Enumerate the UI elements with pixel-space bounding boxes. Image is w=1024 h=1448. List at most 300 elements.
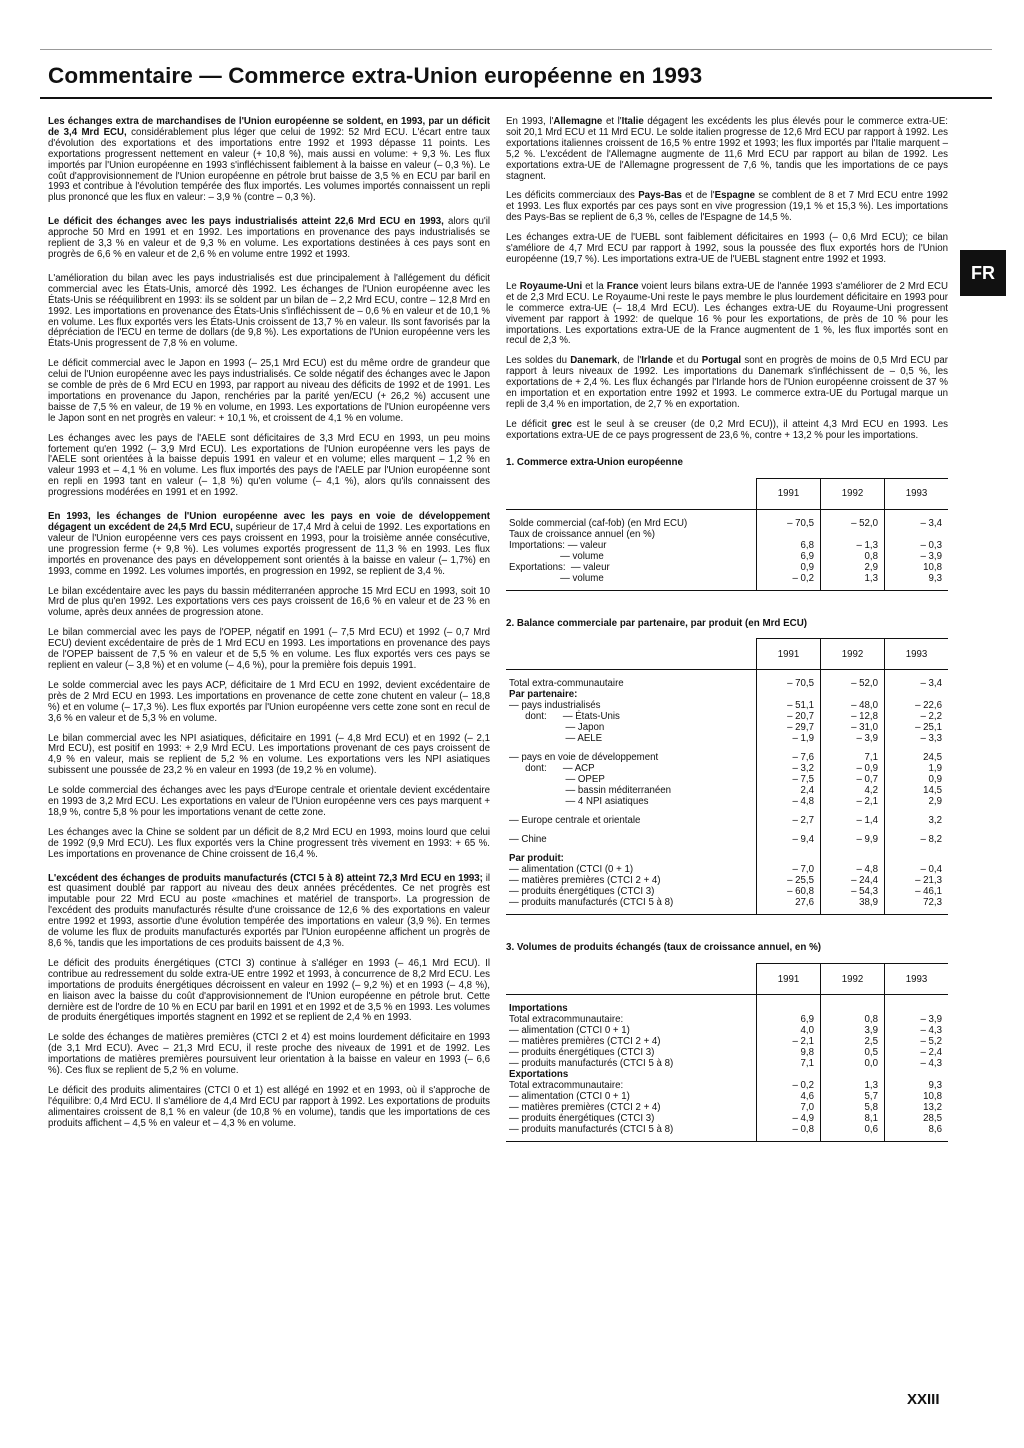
table-title: 1. Commerce extra-Union européenne — [506, 456, 683, 468]
value-cell: – 1,3 — [821, 540, 885, 551]
value-cell — [757, 807, 821, 815]
value-cell — [757, 1069, 821, 1080]
value-cell — [885, 1003, 949, 1014]
value-cell — [885, 689, 949, 700]
row-label: — OPEP — [506, 774, 757, 785]
row-label: — produits manufacturés (CTCI 5 à 8) — [506, 1124, 757, 1142]
table-row — [506, 1047, 948, 1058]
value-cell: 8,6 — [885, 1124, 949, 1142]
value-cell: – 0,8 — [757, 1124, 821, 1142]
row-label — [506, 744, 757, 752]
row-label: — 4 NPI asiatiques — [506, 796, 757, 807]
left-paragraph — [48, 959, 490, 1024]
value-cell: – 2,1 — [757, 1036, 821, 1047]
paragraph-text: se comblent de 8 et 7 Mrd ECU entre 1992 et 1993. Les flux exportés par ces pays sont en vive progression (19,1 % et 15,3 %). Les importations des Pays-Bas se replient de 6,3 %, celles de l'Espagne de 14,5 %. — [506, 190, 948, 224]
spacer-cell — [885, 995, 949, 1004]
country-name: Danemark — [570, 355, 618, 367]
value-cell: – 29,7 — [757, 722, 821, 733]
page-title: Commentaire — Commerce extra-Union européenne en 1993 — [48, 63, 703, 88]
value-cell: 2,9 — [821, 562, 885, 573]
value-cell: – 3,9 — [920, 1014, 942, 1026]
year-header: 1991 — [757, 478, 821, 509]
paragraph-text: Le solde commercial avec les pays ACP, déficitaire de 1 Mrd ECU en 1992, devient excédentaire de près de 2 Mrd ECU en 1993. Les importations en provenance de cette zone chutent en valeur (– 18,8 %) et en volume (– 17,3 %). Les flux exportés par l'Union européenne vers cette zone sont en recul de 3,6 % en valeur et de 5,3 % en volume. — [48, 679, 490, 724]
value-cell: – 25,5 — [757, 875, 821, 886]
paragraph-text: et de l' — [681, 190, 715, 202]
paragraph-text: Les échanges avec les pays de l'AELE sont déficitaires de 3,3 Mrd ECU en 1993, un peu moins fortement qu'en 1992 (– 3,9 Mrd ECU). Les exportations de l'Union européenne vers les pays de l'AELE sont orientées à la baisse depuis 1991 en valeur et en volume; elles marquent – 1,2 % en valeur 1993 et – 4,1 % en volume. Les flux importés des pays de l'AELE par l'Union européenne sont en repli en 1993 tant en valeur (– 1,8 %) qu'en volume (– 4,1 %), alors qu'ils connaissent des progressions modérées en 1991 et en 1992. — [48, 432, 490, 499]
value-cell: 7,1 — [757, 1058, 821, 1069]
paragraph-text: Le bilan commercial avec les pays de l'OPEP, négatif en 1991 (– 7,5 Mrd ECU) et 1992 (– 0,7 Mrd ECU) devient excédentaire de près de 1 Mrd ECU en 1993. Les importations en provenance des pays de l'OPEP baissent de 7,5 % en valeur et de 5,5 % en volume. Les flux exportés vers ces pays se replient en valeur (– 3,8 %) et en volume (– 4,6 %), pour la première fois depuis 1991. — [48, 627, 490, 671]
year-header: 1992 — [821, 964, 885, 995]
value-cell — [757, 689, 821, 700]
paragraph-text: voient leurs bilans extra-UE de l'année 1993 s'améliorer de 2 Mrd ECU et de 2,3 Mrd ECU. Le Royaume-Uni reste le pays membre le plus lourdement déficitaire en 1993 pour le commerce extra-UE (– 18,4 Mrd ECU). Les échanges extra-UE du Royaume-Uni progressent vivement par rapport à 1992: de quelque 16 % pour les exportations, de près de 10 % pour les importations. Les exportations extra-UE de la France augmentent de 1 %, les flux importés sont en recul de 2,3 %. — [506, 280, 948, 347]
value-cell — [885, 744, 949, 752]
table-row — [506, 853, 948, 864]
right-paragraph — [506, 233, 948, 266]
table-row — [506, 518, 948, 529]
value-cell: – 3,4 — [920, 517, 942, 529]
paragraph-text: il est quasiment doublé par rapport au niveau des deux années précédentes. Ce net progrès est imputable pour 22 Mrd ECU au poste «machines et matériel de transport». La progression de l'excédent des produits manufacturés résulte d'une croissance de 12,6 % des exportations en valeur entre 1992 et 1993, assortie d'une évolution tempérée des importations en valeur (3,9 %). En termes de volume les flux de produits manufacturés exportés par l'Union européenne affichent un progrès de 8,6 %, tandis que les importations de ces produits baissent de 4,3 %. — [48, 872, 490, 949]
table-spacer-row — [506, 807, 948, 815]
value-cell: 3,2 — [928, 815, 942, 827]
table-row — [506, 711, 948, 722]
value-cell: 2,4 — [757, 785, 821, 796]
table-row — [506, 1036, 948, 1047]
value-cell: – 3,9 — [920, 550, 942, 562]
value-cell — [821, 807, 885, 815]
left-paragraph — [48, 512, 490, 577]
left-paragraph — [48, 681, 490, 725]
value-cell — [885, 1069, 949, 1080]
value-cell: – 2,4 — [920, 1047, 942, 1059]
value-cell: 0,8 — [821, 1014, 885, 1025]
value-cell: – 51,1 — [757, 700, 821, 711]
row-label: Solde commercial (caf-fob) (en Mrd ECU) — [506, 518, 757, 529]
value-cell: 3,9 — [821, 1025, 885, 1036]
row-label: — AELE — [506, 733, 757, 744]
table-header-row — [506, 478, 948, 509]
value-cell: 7,1 — [821, 752, 885, 763]
value-cell: 0,6 — [821, 1124, 885, 1142]
value-cell: 9,3 — [885, 573, 949, 591]
table-row — [506, 752, 948, 763]
value-cell: 24,5 — [923, 752, 942, 764]
value-cell: 5,7 — [821, 1091, 885, 1102]
row-label: — Chine — [506, 834, 757, 845]
spacer-cell — [506, 670, 757, 679]
row-label — [506, 845, 757, 853]
table-row — [506, 678, 948, 689]
table-row — [506, 897, 948, 915]
table-header-row — [506, 639, 948, 670]
row-label: — matières premières (CTCI 2 + 4) — [506, 1102, 757, 1113]
value-cell — [757, 853, 821, 864]
value-cell: 28,5 — [923, 1113, 942, 1125]
right-paragraph — [506, 191, 948, 224]
left-paragraph — [48, 734, 490, 778]
row-label: dont: — ACP — [506, 763, 757, 774]
value-cell: – 0,2 — [757, 573, 821, 591]
paragraph-text: est le seul à se creuser (de 0,2 Mrd ECU)), il atteint 4,3 Mrd ECU en 1993. Les exportations extra-UE de ce pays progressent de 23,6 %, contre + 13,2 % pour les importations. — [506, 418, 948, 441]
value-cell: 4,2 — [821, 785, 885, 796]
right-paragraph — [506, 282, 948, 347]
table-spacer-row — [506, 670, 948, 679]
table-spacer-row — [506, 744, 948, 752]
paragraph-text: Le déficit des produits alimentaires (CTCI 0 et 1) est allégé en 1992 et en 1993, où il s'approche de l'équilibre: 0,4 Mrd ECU. Il s'améliore de 4,4 Mrd ECU par rapport à 1992. Les exportations de produits alimentaires croissent de 8,1 % en valeur (de 10,8 % en volume), tandis que les importations de ces produits affichent – 4,5 % en valeur et – 4,3 % en volume. — [48, 1084, 490, 1129]
row-label: — pays en voie de développement — [506, 752, 757, 763]
value-cell: – 20,7 — [757, 711, 821, 722]
table-row — [506, 875, 948, 886]
paragraph-text: Le solde commercial des échanges avec les pays d'Europe centrale et orientale devient excédentaire en 1993 de 3,2 Mrd ECU. Les exportations en valeur de l'Union européenne vers ces pays marquent + 18,9 %, contre 5,8 % pour les importations venant de cette zone. — [48, 785, 490, 818]
year-header: 1991 — [757, 639, 821, 670]
value-cell: – 31,0 — [821, 722, 885, 733]
value-cell: – 46,1 — [915, 886, 942, 898]
paragraph-text: Les échanges avec la Chine se soldent par un déficit de 8,2 Mrd ECU en 1993, moins lourd que celui de 1992 (9,9 Mrd ECU). Les flux exportés vers la Chine progressent très vivement en 1993: + 65 %. Les importations en provenance de Chine croissent de 16,4 %. — [48, 826, 490, 860]
spacer-cell — [821, 995, 885, 1004]
table-spacer-row — [506, 845, 948, 853]
country-name: Pays-Bas — [638, 190, 682, 202]
value-cell: – 1,4 — [821, 815, 885, 826]
table-row — [506, 1025, 948, 1036]
left-paragraph — [48, 587, 490, 620]
year-header: 1992 — [821, 478, 885, 509]
value-cell: – 48,0 — [821, 700, 885, 711]
country-name: Portugal — [701, 355, 742, 367]
table-row — [506, 1113, 948, 1124]
table-row — [506, 529, 948, 540]
value-cell: – 2,7 — [757, 815, 821, 826]
value-cell: 5,8 — [821, 1102, 885, 1113]
table-row — [506, 562, 948, 573]
value-cell: 13,2 — [923, 1102, 942, 1114]
value-cell: – 8,2 — [920, 834, 942, 846]
table-row — [506, 1014, 948, 1025]
paragraph-text: Le déficit commercial avec le Japon en 1993 (– 25,1 Mrd ECU) est du même ordre de grandeur que celui de l'Union européenne avec les pays industrialisés. Ce solde négatif des échanges avec le Japon se comble de près de 6 Mrd ECU en 1993, par rapport au niveau des déficits de 1992 et de 1991. Les importations en provenance du Japon, renchéries par la parité yen/ECU (+ 26,2 %) accusent une baisse de 7,5 % en valeur, de 19 % en volume, en 1993. Les exportations de l'Union européenne vers le Japon sont en net progrès en valeur: + 10,1 %, et croissent de 4,1 % en volume. — [48, 358, 490, 424]
table-title: 3. Volumes de produits échangés (taux de croissance annuel, en %) — [506, 942, 822, 954]
value-cell: – 5,2 — [920, 1036, 942, 1048]
value-cell: – 25,1 — [915, 722, 942, 734]
value-cell — [821, 1069, 885, 1080]
title-rule — [40, 97, 992, 99]
value-cell: 0,9 — [757, 562, 821, 573]
spacer-cell — [885, 509, 949, 518]
row-label — [506, 826, 757, 834]
value-cell — [821, 529, 885, 540]
value-cell: – 3,3 — [920, 733, 942, 745]
value-cell — [757, 1003, 821, 1014]
row-label: — alimentation (CTCI (0 + 1) — [506, 864, 757, 875]
row-label: Exportations: — valeur — [506, 562, 757, 573]
left-paragraph — [48, 434, 490, 499]
spacer-cell — [821, 670, 885, 679]
value-cell: – 4,9 — [757, 1113, 821, 1124]
value-cell: – 12,8 — [821, 711, 885, 722]
value-cell: – 21,3 — [915, 875, 942, 887]
table-row — [506, 774, 948, 785]
value-cell: – 0,4 — [920, 864, 942, 876]
value-cell: 0,9 — [928, 774, 942, 786]
header-blank-cell — [506, 639, 757, 670]
value-cell: 7,0 — [757, 1102, 821, 1113]
value-cell: 10,8 — [923, 561, 942, 573]
value-cell: – 9,4 — [757, 834, 821, 845]
value-cell: 9,8 — [757, 1047, 821, 1058]
country-name: Allemagne — [553, 116, 603, 127]
right-paragraph — [506, 420, 948, 442]
value-cell: – 70,5 — [757, 518, 821, 529]
value-cell — [885, 853, 949, 864]
value-cell: – 4,3 — [920, 1058, 942, 1070]
value-cell: – 52,0 — [821, 678, 885, 689]
row-label: Par partenaire: — [506, 689, 757, 700]
row-label: — Japon — [506, 722, 757, 733]
value-cell — [821, 744, 885, 752]
row-label: — Europe centrale et orientale — [506, 815, 757, 826]
table-row — [506, 834, 948, 845]
right-paragraph — [506, 356, 948, 411]
data-table — [506, 963, 948, 1142]
left-paragraph — [48, 786, 490, 819]
left-paragraph — [48, 117, 490, 204]
value-cell: – 1,9 — [757, 733, 821, 744]
paragraph-text: L'amélioration du bilan avec les pays industrialisés est due principalement à l'allégement du déficit commercial avec les États-Unis, amorcé dès 1992. Les échanges de l'Union européenne avec les États-Unis se rééquilibrent en 1993: ils se soldent par un bilan de – 2,2 Mrd ECU, contre – 12,8 Mrd en 1992. Les importations en provenance des États-Unis s'infléchissent de – 0,6 % en valeur et de 10,1 % en volume. Les flux exportés vers les États-Unis croissent de 13,7 % en valeur. Ils sont favorisés par la dépréciation de l'ECU en terme de dollars (de 9,8 %). Les exportations de l'Union européenne vers les États-Unis progressent de 7,8 % en volume. — [48, 272, 490, 350]
spacer-cell — [757, 995, 821, 1004]
value-cell: 1,3 — [821, 573, 885, 591]
value-cell: 38,9 — [821, 897, 885, 915]
value-cell — [757, 529, 821, 540]
value-cell: – 0,9 — [821, 763, 885, 774]
value-cell: – 52,0 — [821, 518, 885, 529]
paragraph-text: dégagent les excédents les plus élevés pour le commerce extra-UE: soit 20,1 Mrd ECU et 11 Mrd ECU. Le solde italien progresse de 12,6 Mrd ECU par rapport à 1992. Les exportations italiennes croissent de 16,5 % entre 1992 et 1993; les flux importés par l'Italie marquent – 5,2 %. L'excédent de l'Allemagne augmente de 11,6 Mrd ECU par rapport au bilan de 1992. Les exportations extra-UE de l'Allemagne progressent de 7,6 %, tandis que les importations de ce pays stagnent. — [506, 116, 948, 182]
spacer-cell — [506, 509, 757, 518]
country-name: Espagne — [714, 190, 756, 202]
table-row — [506, 540, 948, 551]
value-cell: – 54,3 — [821, 886, 885, 897]
row-label: — produits énergétiques (CTCI 3) — [506, 886, 757, 897]
value-cell: – 7,0 — [757, 864, 821, 875]
table-row — [506, 815, 948, 826]
table-row — [506, 1091, 948, 1102]
table-row — [506, 1080, 948, 1091]
value-cell: – 2,1 — [821, 796, 885, 807]
spacer-cell — [821, 509, 885, 518]
value-cell: 72,3 — [885, 897, 949, 915]
country-name: Royaume-Uni — [519, 280, 583, 292]
value-cell: – 3,9 — [821, 733, 885, 744]
row-label: Total extracommunautaire: — [506, 1014, 757, 1025]
table-row — [506, 1069, 948, 1080]
value-cell: – 0,2 — [757, 1080, 821, 1091]
value-cell: 4,0 — [757, 1025, 821, 1036]
table-title: 2. Balance commerciale par partenaire, par produit (en Mrd ECU) — [506, 617, 808, 629]
row-label: dont: — États-Unis — [506, 711, 757, 722]
value-cell — [821, 845, 885, 853]
paragraph-text: Le bilan excédentaire avec les pays du bassin méditerranéen approche 15 Mrd ECU en 1993, soit 10 Mrd de plus qu'en 1992. Les exportations vers ces pays croissent de 16,6 % en valeur et de 23 % en volume, après deux années de progression atone. — [48, 585, 490, 619]
left-paragraph — [48, 628, 490, 672]
value-cell: 9,3 — [928, 1080, 942, 1092]
left-paragraph — [48, 828, 490, 861]
value-cell: 6,9 — [757, 1014, 821, 1025]
left-paragraph — [48, 1033, 490, 1077]
table-row — [506, 722, 948, 733]
paragraph-lead: Les échanges extra de marchandises de l'Union européenne se soldent, en 1993, par un déficit de 3,4 Mrd ECU, — [48, 116, 490, 138]
value-cell: – 22,6 — [915, 700, 942, 712]
language-tab: FR — [960, 250, 1006, 296]
row-label: — produits énergétiques (CTCI 3) — [506, 1113, 757, 1124]
year-header: 1991 — [757, 964, 821, 995]
table-spacer-row — [506, 509, 948, 518]
top-rule — [40, 49, 992, 50]
paragraph-text: Le déficit — [506, 418, 552, 430]
value-cell: – 3,2 — [757, 763, 821, 774]
country-name: Irlande — [641, 355, 673, 367]
row-label: — pays industrialisés — [506, 700, 757, 711]
value-cell: 10,8 — [923, 1091, 942, 1103]
page-number: XXIII — [907, 1391, 940, 1408]
value-cell: – 3,4 — [920, 678, 942, 690]
paragraph-text: sont en progrès de moins de 0,5 Mrd ECU par rapport à leurs niveaux de 1992. Les importations du Danemark s'infléchissent de – 0,5 %, les exportations de + 2,4 %. Les flux échangés par l'Irlande hors de l'Union européenne croissent de 37 % en importation et en exportation entre 1992 et 1993. Le commerce extra-UE du Portugal marque un repli de 3,4 % en importation, de 2,7 % en exportation. — [506, 355, 948, 410]
spacer-cell — [885, 670, 949, 679]
paragraph-text: , de l' — [617, 355, 642, 367]
header-blank-cell — [506, 478, 757, 509]
value-cell — [821, 853, 885, 864]
paragraph-text: et la — [582, 280, 607, 292]
row-label: Exportations — [506, 1069, 757, 1080]
row-label: Total extra-communautaire — [506, 678, 757, 689]
paragraph-text: Les déficits commerciaux des — [506, 190, 639, 202]
spacer-cell — [757, 509, 821, 518]
table-row — [506, 689, 948, 700]
paragraph-text: Le déficit des produits énergétiques (CTCI 3) continue à s'alléger en 1993 (– 46,1 Mrd ECU). Il contribue au redressement du solde extra-UE entre 1992 et 1993, à concurrence de 8,2 Mrd ECU. Les importations de produits énergétiques décroissent en valeur en 1992 (– 9,2 %) et en 1993 (– 4,8 %), en liaison avec la baisse du coût d'approvisionnement de l'Union européenne en pétrole brut. Cette dernière est de l'ordre de 10 % en ECU par baril en 1991 et en 1992 et de 3,5 % en 1993. Les volumes de produits énergétiques importés stagnent en 1992 et se replient de 2,4 % en 1993. — [48, 957, 490, 1024]
paragraph-lead: En 1993, les échanges de l'Union européenne avec les pays en voie de développement dégagent un excédent de 24,5 Mrd ECU, — [48, 511, 490, 533]
value-cell: 0,0 — [821, 1058, 885, 1069]
right-column — [506, 117, 948, 1170]
left-paragraph — [48, 1086, 490, 1130]
table-header-row — [506, 964, 948, 995]
year-header: 1993 — [885, 478, 949, 509]
country-name: Italie — [621, 116, 644, 127]
row-label: Importations: — valeur — [506, 540, 757, 551]
table-row — [506, 763, 948, 774]
paragraph-text: alors qu'il approche 50 Mrd en 1991 et en 1992. Les importations en provenance des pays industrialisés se replient de 3,3 % en valeur et de 9,3 % en volume. Les exportations destinées à ces pays sont en progrès de 6,6 % en valeur et de 2,6 % en volume entre 1992 et 1993. — [48, 216, 491, 260]
value-cell: – 0,7 — [821, 774, 885, 785]
country-name: France — [606, 280, 639, 292]
value-cell — [757, 845, 821, 853]
table-spacer-row — [506, 995, 948, 1004]
value-cell: – 2,2 — [920, 711, 942, 723]
data-table — [506, 478, 948, 591]
country-name: grec — [551, 418, 572, 430]
value-cell: 0,5 — [821, 1047, 885, 1058]
row-label: — alimentation (CTCI 0 + 1) — [506, 1091, 757, 1102]
table-row — [506, 573, 948, 591]
value-cell — [757, 744, 821, 752]
value-cell: 6,9 — [757, 551, 821, 562]
value-cell: – 4,8 — [757, 796, 821, 807]
left-column — [48, 117, 490, 1139]
value-cell: – 24,4 — [821, 875, 885, 886]
table-row — [506, 864, 948, 875]
row-label: — volume — [506, 573, 757, 591]
paragraph-lead: Le déficit des échanges avec les pays industrialisés atteint 22,6 Mrd ECU en 1993, — [48, 216, 444, 228]
row-label: — matières premières (CTCI 2 + 4) — [506, 875, 757, 886]
paragraph-text: En 1993, l' — [506, 116, 554, 127]
value-cell: 0,8 — [821, 551, 885, 562]
value-cell — [885, 826, 949, 834]
row-label: — produits manufacturés (CTCI 5 à 8) — [506, 1058, 757, 1069]
value-cell — [821, 1003, 885, 1014]
value-cell — [885, 845, 949, 853]
left-paragraph — [48, 274, 490, 350]
table-row — [506, 1102, 948, 1113]
right-paragraph — [506, 117, 948, 182]
row-label: — matières premières (CTCI 2 + 4) — [506, 1036, 757, 1047]
value-cell: – 70,5 — [757, 678, 821, 689]
value-cell — [821, 826, 885, 834]
paragraph-text: supérieur de 17,4 Mrd à celui de 1992. Les exportations en valeur de l'Union européenne vers ces pays croissent en 1993, pour la troisième année consécutive, une progression ferme (+ 9,8 %). Les volumes exportés progressent de 11,3 % en 1993. Les flux importés en provenance des pays en développement sont orientés à la baisse en valeur (– 1,7%) en 1993, comme en 1992. Les volumes importés, en progression en 1992, se replient de 3,4 %. — [48, 522, 490, 577]
table-row — [506, 700, 948, 711]
value-cell: 6,8 — [757, 540, 821, 551]
value-cell: 1,3 — [821, 1080, 885, 1091]
data-table — [506, 638, 948, 915]
row-label: Importations — [506, 1003, 757, 1014]
table-row — [506, 785, 948, 796]
value-cell: 1,9 — [928, 763, 942, 775]
table-row — [506, 551, 948, 562]
paragraph-text: Le — [506, 280, 520, 292]
paragraph-lead: L'excédent des échanges de produits manufacturés (CTCI 5 à 8) atteint 72,3 Mrd ECU en 1993; — [48, 872, 483, 884]
value-cell: 2,5 — [821, 1036, 885, 1047]
value-cell: 4,6 — [757, 1091, 821, 1102]
value-cell: 8,1 — [821, 1113, 885, 1124]
header-blank-cell — [506, 964, 757, 995]
value-cell: – 0,3 — [920, 539, 942, 551]
left-paragraph — [48, 217, 490, 261]
row-label: Total extracommunautaire: — [506, 1080, 757, 1091]
row-label: — volume — [506, 551, 757, 562]
value-cell — [885, 529, 949, 540]
paragraph-text: Les soldes du — [506, 355, 571, 367]
right-paragraphs — [506, 117, 948, 442]
value-cell: – 7,5 — [757, 774, 821, 785]
paragraph-text: et du — [673, 355, 702, 367]
value-cell — [821, 689, 885, 700]
table-row — [506, 1124, 948, 1142]
table-row — [506, 733, 948, 744]
table-spacer-row — [506, 826, 948, 834]
paragraph-text: Le bilan commercial avec les NPI asiatiques, déficitaire en 1991 (– 4,8 Mrd ECU) et en 1992 (– 2,1 Mrd ECU), est positif en 1993: + 2,9 Mrd ECU. Les importations provenant de ces pays croissent de 4,9 % en valeur, mais se replient de 5,2 % en volume. Les exportations vers les NPI asiatiques subissent une poussée de 23,2 % en valeur en 1993 (de 19,2 % en volume). — [48, 732, 490, 777]
value-cell — [757, 826, 821, 834]
year-header: 1993 — [885, 964, 949, 995]
value-cell: – 60,8 — [757, 886, 821, 897]
row-label: — produits énergétiques (CTCI 3) — [506, 1047, 757, 1058]
row-label: — alimentation (CTCI 0 + 1) — [506, 1025, 757, 1036]
row-label: — produits manufacturés (CTCI 5 à 8) — [506, 897, 757, 915]
paragraph-text: Les échanges extra-UE de l'UEBL sont faiblement déficitaires en 1993 (– 0,6 Mrd ECU); ce bilan s'améliore de 4,7 Mrd ECU par rapport à 1992, sous la poussée des flux exportés hors de l'Union européenne (19,7 %). Les importations extra-UE de l'UEBL stagnent entre 1992 et 1993. — [506, 232, 948, 265]
table-row — [506, 796, 948, 807]
table-row — [506, 1003, 948, 1014]
year-header: 1993 — [885, 639, 949, 670]
tables-area — [506, 458, 948, 1143]
spacer-cell — [506, 995, 757, 1004]
spacer-cell — [757, 670, 821, 679]
value-cell: 27,6 — [757, 897, 821, 915]
left-paragraph — [48, 874, 490, 950]
row-label: Taux de croissance annuel (en %) — [506, 529, 757, 540]
row-label: Par produit: — [506, 853, 757, 864]
left-paragraph — [48, 359, 490, 424]
value-cell: 2,9 — [928, 796, 942, 808]
paragraph-text: considérablement plus léger que celui de 1992: 52 Mrd ECU. L'écart entre taux d'évolution des exportations et des importations entre 1992 et 1993 dépasse 11 points. Les exportations progressent nettement en valeur (+ 10,8 %), mais aussi en volume: + 9,3 %. Les flux importés par l'Union européenne en 1993 s'infléchissent faiblement à la baisse en valeur (– 0,3 %). Le coût d'approvisionnement de l'Union européenne en pétrole brut baisse de 3,5 % en ECU par baril en 1993 et contribue à l'évolution tempérée des flux importés. Les volumes importés connaissent un repli plus prononcé que les flux en valeur: – 3,9 % (contre – 0,3 %). — [48, 126, 491, 204]
